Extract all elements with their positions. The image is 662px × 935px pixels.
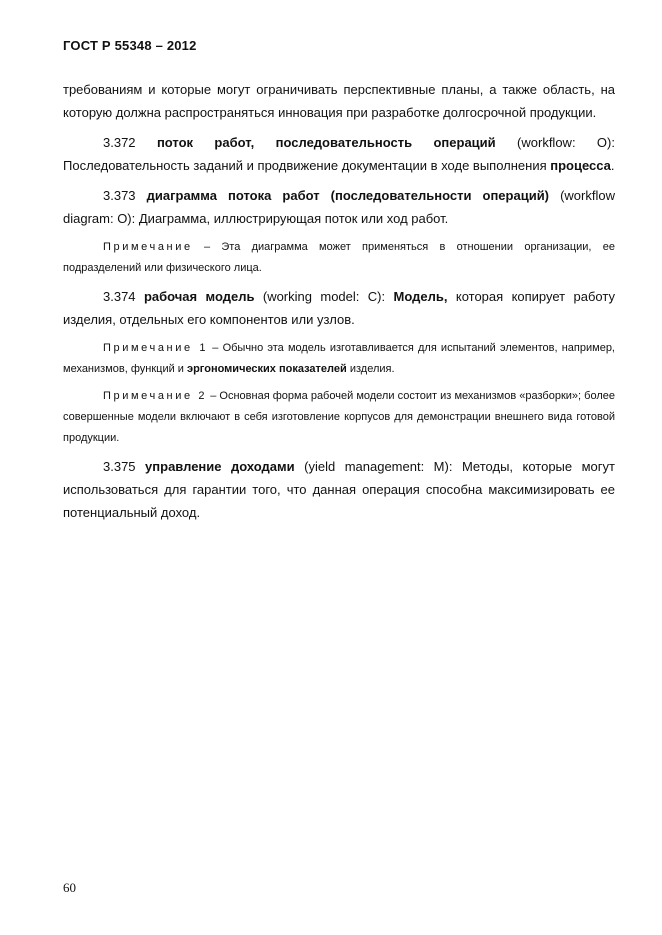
note-3-374-2: [63, 386, 615, 449]
page-number: 60: [63, 880, 76, 895]
entry-term: управление доходами: [145, 459, 295, 474]
entry-3-372: [63, 131, 615, 177]
entry-english: (yield management: M):: [304, 459, 453, 474]
entry-definition: Диаграмма, иллюстрирующая поток или ход работ.: [138, 211, 449, 226]
entry-english: (workflow diagram: O):: [63, 188, 615, 226]
note-text: – Основная форма рабочей модели состоит из механизмов «разборки»; более совершенные модели включают в себя изготовление корпусов для демонстрации внешнего вида готовой продукции.: [63, 390, 616, 444]
entry-number: 3.375: [103, 459, 136, 474]
document-header: ГОСТ Р 55348 – 2012: [63, 38, 197, 53]
entry-number: 3.373: [103, 188, 136, 203]
note-3-373: [63, 237, 615, 279]
note-text: – Обычно эта модель изготавливается для испытаний элементов, например, механизмов, функций и: [63, 342, 615, 375]
entry-number: 3.374: [103, 289, 136, 304]
entry-definition: Методы, которые могут использоваться для гарантии того, что данная операция способна максимизировать ее потенциальный доход.: [63, 459, 615, 520]
definition-end: .: [610, 158, 615, 173]
entry-3-373: [63, 184, 615, 230]
entry-term: диаграмма потока работ (последовательности операций): [146, 188, 550, 203]
note-text: – Эта диаграмма может применяться в отношении организации, ее подразделений или физического лица.: [63, 241, 615, 274]
note-text-end: изделия.: [349, 363, 395, 375]
entry-english: (workflow: O):: [517, 135, 615, 150]
definition-term-link: процесса: [550, 158, 611, 173]
intro-paragraph: требованиям и которые могут ограничивать перспективные планы, а также область, на которую должна распространяться инновация при разработке долгосрочной продукции.: [63, 82, 615, 120]
entry-number: 3.372: [103, 135, 136, 150]
note-label: Примечание 2: [103, 390, 208, 402]
note-3-374-1: [63, 338, 615, 380]
note-label: Примечание: [103, 241, 193, 253]
entry-definition: которая копирует работу изделия, отдельных его компонентов или узлов.: [63, 289, 615, 327]
entry-3-375: [63, 455, 615, 524]
entry-english: (working model: C):: [262, 289, 386, 304]
note-label: Примечание 1: [103, 342, 209, 354]
entry-term: поток работ, последовательность операций: [156, 135, 496, 150]
note-term-link: эргономических показателей: [187, 363, 347, 375]
entry-term: рабочая модель: [143, 289, 255, 304]
entry-definition: Последовательность заданий и продвижение документации в ходе выполнения: [63, 158, 547, 173]
document-body: [63, 78, 615, 531]
entry-3-374: [63, 285, 615, 331]
definition-term-link: Модель,: [393, 289, 448, 304]
